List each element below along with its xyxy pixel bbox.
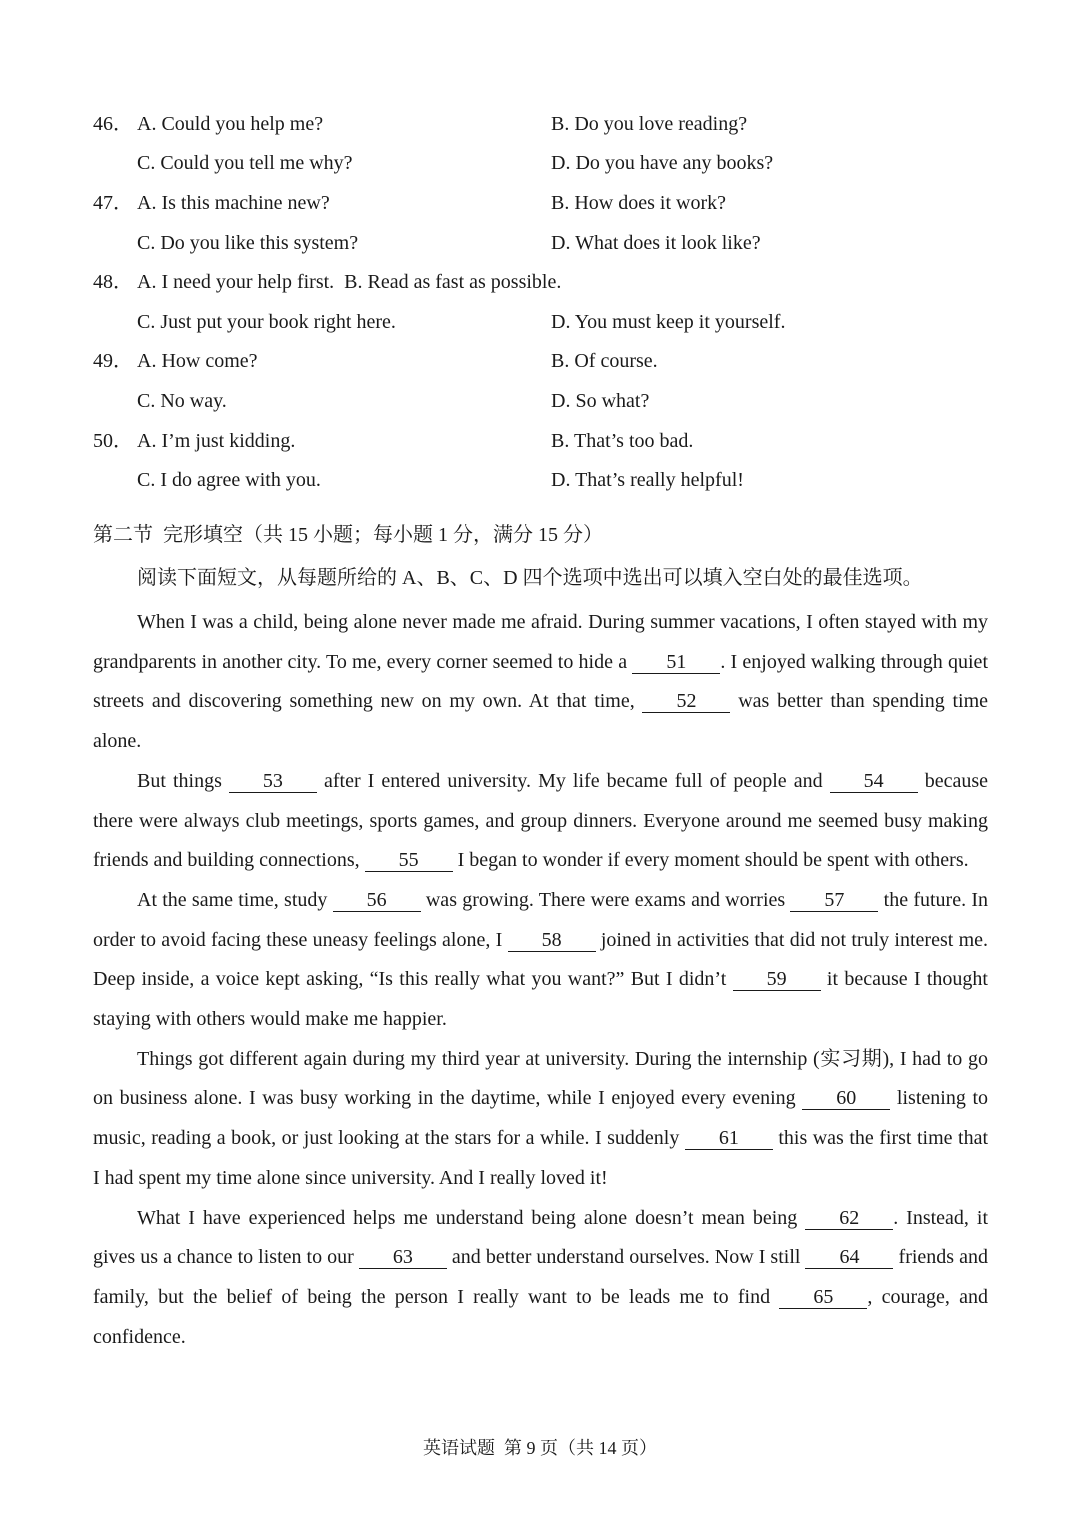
passage-text: , courage, and confidence. xyxy=(93,1285,988,1348)
option-a: A. Could you help me? xyxy=(137,113,324,135)
blank-62: 62 xyxy=(805,1207,893,1230)
blank-59: 59 xyxy=(733,968,821,991)
paragraph-5 xyxy=(93,1199,988,1358)
option-b: B. How does it work? xyxy=(551,192,726,214)
option-c: C. Could you tell me why? xyxy=(137,152,353,174)
paragraph-3 xyxy=(93,881,988,1040)
passage-text: this was the first time that I had spent my time alone since university. And I really loved it! xyxy=(93,1127,989,1189)
option-d: D. That’s really helpful! xyxy=(551,469,744,491)
option-a-b: A. I need your help first. B. Read as fast as possible. xyxy=(137,271,562,293)
option-c: C. I do agree with you. xyxy=(137,469,321,491)
passage-text: When I was a child, being alone never made me afraid. During summer vacations, I often stayed with my grandparents in another city. To me, every corner seemed to hide a xyxy=(93,611,988,673)
blank-57: 57 xyxy=(790,889,878,912)
passage-text: and better understand ourselves. Now I still xyxy=(446,1246,806,1269)
paragraph-4 xyxy=(93,1040,988,1199)
option-a: A. I’m just kidding. xyxy=(137,430,296,452)
passage-text: after I entered university. My life became full of people and xyxy=(316,769,830,792)
section-title: 第二节 完形填空（共 15 小题；每小题 1 分，满分 15 分） xyxy=(93,524,603,546)
passage-text: But things xyxy=(137,769,229,792)
option-c: C. No way. xyxy=(137,390,227,412)
option-a: A. How come? xyxy=(137,350,258,372)
passage-text: friends and family, but the belief of being the person I really want to be leads me to find xyxy=(93,1246,988,1308)
option-d: D. Do you have any books? xyxy=(551,152,774,174)
blank-54: 54 xyxy=(830,770,918,793)
option-d: D. You must keep it yourself. xyxy=(551,311,786,333)
passage-text: . I enjoyed walking through quiet streets and discovering something new on my own. At that time, xyxy=(93,650,988,713)
passage-text: was growing. There were exams and worries xyxy=(420,888,791,911)
blank-55: 55 xyxy=(365,849,453,872)
blank-58: 58 xyxy=(508,929,596,952)
option-b: B. That’s too bad. xyxy=(551,430,694,452)
blank-63: 63 xyxy=(359,1246,447,1269)
passage-text: What I have experienced helps me understand being alone doesn’t mean being xyxy=(137,1206,806,1229)
passage-text: Things got different again during my third year at university. During the internship (实习期), I had to go on business alone. I was busy working in the daytime, while I enjoyed every evening xyxy=(93,1047,988,1110)
passage-text: listening to music, reading a book, or just looking at the stars for a while. I suddenly xyxy=(93,1087,988,1150)
question-number: 46． xyxy=(93,113,133,135)
page-footer: 英语试题 第 9 页（共 14 页） xyxy=(423,1438,657,1458)
passage-text: because there were always club meetings, sports games, and group dinners. Everyone around me seemed busy making friends and building connections, xyxy=(93,769,988,872)
blank-53: 53 xyxy=(229,770,317,793)
option-c: C. Just put your book right here. xyxy=(137,311,396,333)
passage-text: was better than spending time alone. xyxy=(93,690,988,753)
passage-text: . Instead, it gives us a chance to listen to our xyxy=(93,1206,988,1269)
option-c: C. Do you like this system? xyxy=(137,232,359,254)
blank-60: 60 xyxy=(802,1087,890,1110)
passage-text: At the same time, study xyxy=(137,888,333,911)
option-a: A. Is this machine new? xyxy=(137,192,330,214)
option-b: B. Do you love reading? xyxy=(551,113,748,135)
passage-text: the future. In order to avoid facing these uneasy feelings alone, I xyxy=(93,888,988,951)
passage-text: I began to wonder if every moment should be spent with others. xyxy=(452,849,969,872)
question-number: 49． xyxy=(93,350,133,372)
blank-52: 52 xyxy=(642,690,730,713)
passage-text: joined in activities that did not truly interest me. Deep inside, a voice kept asking, “Is this really what you want?” But I didn’t xyxy=(93,928,989,991)
blank-56: 56 xyxy=(333,889,421,912)
blank-61: 61 xyxy=(685,1127,773,1150)
paragraph-2 xyxy=(93,762,988,881)
blank-51: 51 xyxy=(632,651,720,674)
passage-text: it because I thought staying with others would make me happier. xyxy=(93,968,988,1031)
question-number: 50． xyxy=(93,430,133,452)
option-d: D. So what? xyxy=(551,390,650,412)
question-number: 48． xyxy=(93,271,133,293)
blank-65: 65 xyxy=(779,1286,867,1309)
option-b: B. Of course. xyxy=(551,350,658,372)
question-number: 47． xyxy=(93,192,133,214)
blank-64: 64 xyxy=(805,1246,893,1269)
instruction-text: 阅读下面短文，从每题所给的 A、B、C、D 四个选项中选出可以填入空白处的最佳选项。 xyxy=(137,567,923,589)
option-d: D. What does it look like? xyxy=(551,232,761,254)
paragraph-1 xyxy=(93,603,988,762)
cloze-passage xyxy=(93,603,988,1357)
